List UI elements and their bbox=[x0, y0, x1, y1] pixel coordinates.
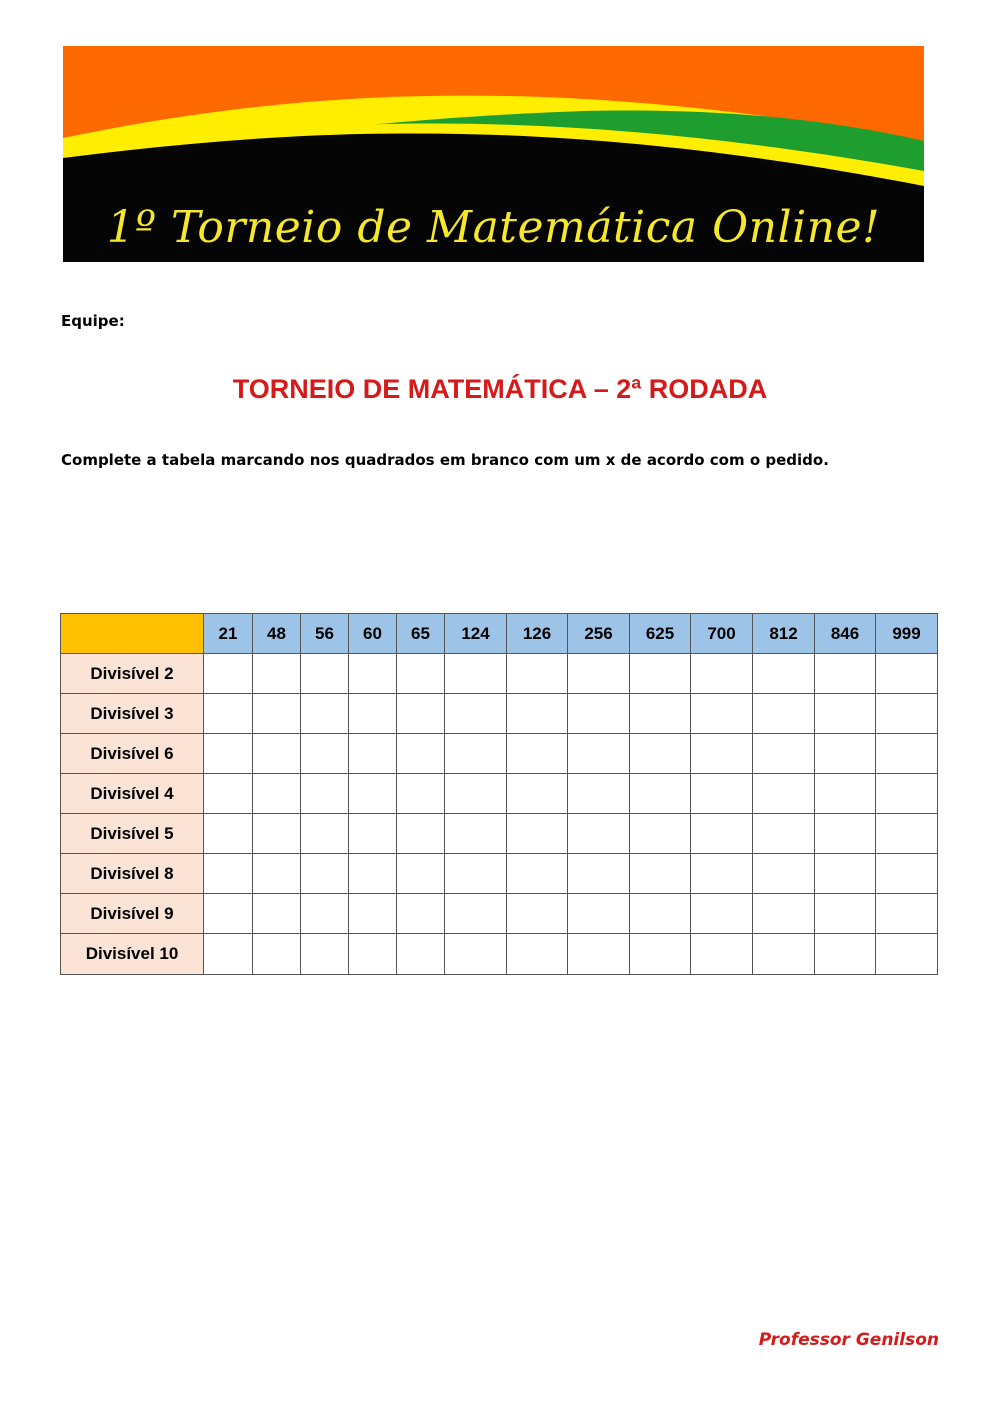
answer-cell[interactable] bbox=[568, 654, 630, 694]
row-label: Divisível 10 bbox=[61, 934, 204, 975]
answer-cell[interactable] bbox=[815, 934, 876, 975]
answer-cell[interactable] bbox=[204, 934, 253, 975]
answer-cell[interactable] bbox=[397, 814, 445, 854]
answer-cell[interactable] bbox=[691, 654, 753, 694]
answer-cell[interactable] bbox=[301, 934, 349, 975]
table-row bbox=[61, 774, 938, 814]
answer-cell[interactable] bbox=[253, 774, 301, 814]
row-label: Divisível 2 bbox=[61, 654, 204, 694]
number-header: 126 bbox=[507, 614, 568, 654]
answer-cell[interactable] bbox=[876, 934, 938, 975]
answer-cell[interactable] bbox=[753, 694, 815, 734]
number-header: 700 bbox=[691, 614, 753, 654]
answer-cell[interactable] bbox=[691, 814, 753, 854]
answer-cell[interactable] bbox=[876, 854, 938, 894]
table-row bbox=[61, 894, 938, 934]
table-row bbox=[61, 734, 938, 774]
answer-cell[interactable] bbox=[630, 814, 691, 854]
answer-cell[interactable] bbox=[204, 694, 253, 734]
answer-cell[interactable] bbox=[301, 854, 349, 894]
table-corner-cell bbox=[61, 614, 204, 654]
answer-cell[interactable] bbox=[630, 734, 691, 774]
number-header: 846 bbox=[815, 614, 876, 654]
answer-cell[interactable] bbox=[253, 654, 301, 694]
answer-cell[interactable] bbox=[815, 854, 876, 894]
answer-cell[interactable] bbox=[876, 734, 938, 774]
row-label: Divisível 9 bbox=[61, 894, 204, 934]
answer-cell[interactable] bbox=[630, 894, 691, 934]
answer-cell[interactable] bbox=[397, 934, 445, 975]
answer-cell[interactable] bbox=[568, 854, 630, 894]
answer-cell[interactable] bbox=[349, 894, 397, 934]
number-header: 625 bbox=[630, 614, 691, 654]
number-header: 256 bbox=[568, 614, 630, 654]
answer-cell[interactable] bbox=[349, 934, 397, 975]
answer-cell[interactable] bbox=[507, 694, 568, 734]
answer-cell[interactable] bbox=[204, 654, 253, 694]
answer-cell[interactable] bbox=[568, 934, 630, 975]
answer-cell[interactable] bbox=[445, 694, 507, 734]
number-header: 21 bbox=[204, 614, 253, 654]
row-label: Divisível 8 bbox=[61, 854, 204, 894]
row-label: Divisível 4 bbox=[61, 774, 204, 814]
answer-cell[interactable] bbox=[349, 774, 397, 814]
answer-cell[interactable] bbox=[204, 774, 253, 814]
answer-cell[interactable] bbox=[630, 654, 691, 694]
answer-cell[interactable] bbox=[204, 814, 253, 854]
answer-cell[interactable] bbox=[753, 774, 815, 814]
answer-cell[interactable] bbox=[445, 734, 507, 774]
number-header: 48 bbox=[253, 614, 301, 654]
number-header: 56 bbox=[301, 614, 349, 654]
answer-cell[interactable] bbox=[630, 694, 691, 734]
answer-cell[interactable] bbox=[876, 654, 938, 694]
answer-cell[interactable] bbox=[815, 774, 876, 814]
answer-cell[interactable] bbox=[691, 734, 753, 774]
answer-cell[interactable] bbox=[397, 854, 445, 894]
answer-cell[interactable] bbox=[445, 774, 507, 814]
number-header: 65 bbox=[397, 614, 445, 654]
tournament-banner bbox=[63, 46, 924, 262]
answer-cell[interactable] bbox=[445, 854, 507, 894]
answer-cell[interactable] bbox=[507, 854, 568, 894]
answer-cell[interactable] bbox=[691, 894, 753, 934]
answer-cell[interactable] bbox=[507, 774, 568, 814]
table-row bbox=[61, 694, 938, 734]
number-header: 999 bbox=[876, 614, 938, 654]
answer-cell[interactable] bbox=[568, 894, 630, 934]
answer-cell[interactable] bbox=[349, 694, 397, 734]
table-header-row bbox=[61, 614, 938, 654]
answer-cell[interactable] bbox=[753, 734, 815, 774]
teacher-signature: Professor Genilson bbox=[758, 1330, 939, 1350]
answer-cell[interactable] bbox=[349, 734, 397, 774]
table-row bbox=[61, 854, 938, 894]
divisibility-table bbox=[60, 613, 938, 975]
answer-cell[interactable] bbox=[876, 694, 938, 734]
answer-cell[interactable] bbox=[301, 894, 349, 934]
answer-cell[interactable] bbox=[507, 814, 568, 854]
answer-cell[interactable] bbox=[253, 694, 301, 734]
answer-cell[interactable] bbox=[507, 654, 568, 694]
table-row bbox=[61, 654, 938, 694]
table-row bbox=[61, 814, 938, 854]
number-header: 60 bbox=[349, 614, 397, 654]
answer-cell[interactable] bbox=[568, 694, 630, 734]
banner-title: 1º Torneio de Matemática Online! bbox=[106, 202, 881, 253]
answer-cell[interactable] bbox=[204, 854, 253, 894]
number-header: 124 bbox=[445, 614, 507, 654]
answer-cell[interactable] bbox=[349, 854, 397, 894]
answer-cell[interactable] bbox=[397, 734, 445, 774]
answer-cell[interactable] bbox=[507, 734, 568, 774]
answer-cell[interactable] bbox=[568, 774, 630, 814]
answer-cell[interactable] bbox=[568, 734, 630, 774]
answer-cell[interactable] bbox=[507, 894, 568, 934]
answer-cell[interactable] bbox=[301, 654, 349, 694]
answer-cell[interactable] bbox=[568, 814, 630, 854]
answer-cell[interactable] bbox=[253, 894, 301, 934]
row-label: Divisível 6 bbox=[61, 734, 204, 774]
answer-cell[interactable] bbox=[301, 814, 349, 854]
answer-cell[interactable] bbox=[815, 814, 876, 854]
answer-cell[interactable] bbox=[876, 814, 938, 854]
answer-cell[interactable] bbox=[253, 734, 301, 774]
answer-cell[interactable] bbox=[507, 934, 568, 975]
answer-cell[interactable] bbox=[397, 894, 445, 934]
answer-cell[interactable] bbox=[876, 894, 938, 934]
answer-cell[interactable] bbox=[301, 774, 349, 814]
answer-cell[interactable] bbox=[349, 814, 397, 854]
answer-cell[interactable] bbox=[204, 894, 253, 934]
table-row bbox=[61, 934, 938, 975]
answer-cell[interactable] bbox=[691, 694, 753, 734]
answer-cell[interactable] bbox=[630, 854, 691, 894]
answer-cell[interactable] bbox=[301, 694, 349, 734]
answer-cell[interactable] bbox=[349, 654, 397, 694]
answer-cell[interactable] bbox=[753, 654, 815, 694]
answer-cell[interactable] bbox=[445, 934, 507, 975]
number-header: 812 bbox=[753, 614, 815, 654]
answer-cell[interactable] bbox=[445, 814, 507, 854]
answer-cell[interactable] bbox=[397, 774, 445, 814]
answer-cell[interactable] bbox=[253, 814, 301, 854]
instructions: Complete a tabela marcando nos quadrados em branco com um x de acordo com o pedido. bbox=[61, 451, 829, 469]
answer-cell[interactable] bbox=[815, 694, 876, 734]
answer-cell[interactable] bbox=[253, 854, 301, 894]
answer-cell[interactable] bbox=[815, 734, 876, 774]
answer-cell[interactable] bbox=[815, 894, 876, 934]
answer-cell[interactable] bbox=[753, 934, 815, 975]
answer-cell[interactable] bbox=[753, 814, 815, 854]
round-title: TORNEIO DE MATEMÁTICA – 2ª RODADA bbox=[232, 374, 768, 404]
answer-cell[interactable] bbox=[301, 734, 349, 774]
answer-cell[interactable] bbox=[445, 654, 507, 694]
answer-cell[interactable] bbox=[753, 894, 815, 934]
answer-cell[interactable] bbox=[630, 774, 691, 814]
answer-cell[interactable] bbox=[204, 734, 253, 774]
row-label: Divisível 5 bbox=[61, 814, 204, 854]
answer-cell[interactable] bbox=[691, 854, 753, 894]
answer-cell[interactable] bbox=[753, 854, 815, 894]
row-label: Divisível 3 bbox=[61, 694, 204, 734]
answer-cell[interactable] bbox=[691, 774, 753, 814]
answer-cell[interactable] bbox=[397, 694, 445, 734]
answer-cell[interactable] bbox=[815, 654, 876, 694]
answer-cell[interactable] bbox=[691, 934, 753, 975]
team-label: Equipe: bbox=[61, 312, 125, 330]
answer-cell[interactable] bbox=[397, 654, 445, 694]
answer-cell[interactable] bbox=[876, 774, 938, 814]
answer-cell[interactable] bbox=[253, 934, 301, 975]
table-body bbox=[61, 654, 938, 975]
answer-cell[interactable] bbox=[630, 934, 691, 975]
answer-cell[interactable] bbox=[445, 894, 507, 934]
